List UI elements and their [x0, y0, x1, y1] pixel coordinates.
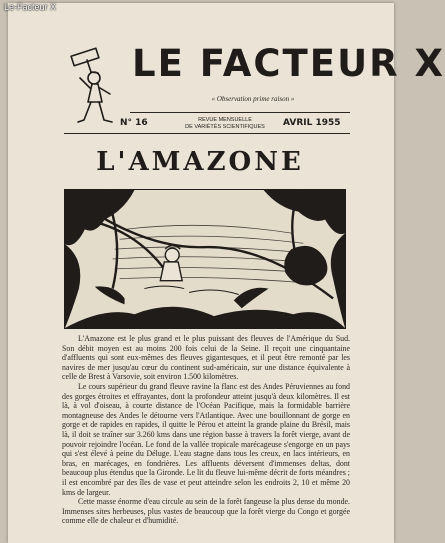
masthead-subtitle — [175, 117, 275, 130]
subtitle-line1: REVUE MENSUELLE — [198, 117, 252, 123]
article-body — [62, 334, 350, 543]
issue-date: AVRIL 1955 — [283, 118, 341, 128]
masthead-title: LE FACTEUR X — [132, 42, 445, 85]
article-title: L'AMAZONE — [96, 147, 304, 177]
mascot-illustration — [58, 48, 128, 132]
amazon-illustration — [64, 189, 346, 329]
masthead-rule-top — [130, 112, 350, 113]
article-paragraph-3: Cette masse énorme d'eau circule au sein de la forêt fangeuse la plus dense du monde. Immenses sites herbeuses, plus vastes de beaucoup que la forêt vierge du Congo et gorgée comme elle de chaleur et d'humidité. — [62, 497, 350, 526]
subtitle-line2: DE VARIÉTÉS SCIENTIFIQUES — [185, 123, 265, 130]
article-paragraph-1: L'Amazone est le plus grand et le plus puissant des fleuves de l'Amérique du Sud. Son débit moyen est au moins 200 fois celui de la Seine. Il reçoit une cinquantaine d'affluents qui sont eux-mêmes des fleuves gigantesques, et il peut être remonté par les navires de mer jusqu'au cœur du continent sud-américain, sur une distance équivalente à celle de Brest à Varsovie, soit environ 1.500 kilomètres. — [62, 334, 350, 382]
masthead-motto: « Observation prime raison » — [211, 95, 295, 103]
masthead-rule-bottom — [64, 133, 350, 134]
issue-number: N° 16 — [120, 118, 148, 128]
jungle-scene-image — [65, 190, 345, 328]
overlay-label: Le-Facteur X — [4, 2, 57, 12]
article-paragraph-2: Le cours supérieur du grand fleuve ravine la flanc est des Andes Péruviennes au fond des gorges étroites et effrayantes, dont la profondeur atteint jusqu'à deux kilomètres. Il est là, à vol d'oiseau, à courte distance de l'Océan Pacifique, mais la formidable barrière montagneuse des Andes le détourne vers l'Atlantique. Avec une bouillonnant de gorge en gorge et de rapides en rapides, il quitte le Pérou et atteint la grande plaine du Brésil, mais là, il doit se traîner sur 3.260 kms dans une région basse à travers la forêt vierge, avant de pouvoir rejoindre l'océan. Le fond de la vallée tropicale marécageuse s'engorge en un pays qui s'est élevé à peine du Déluge. L'eau stagne dans tous les creux, en lacs intérieurs, en bras, en marécages, en fondrières. Les affluents déversent d'immenses deltas, dont beaucoup plus étendus que la Gironde. Le lit du fleuve lui-même décrit de forts méandres ; il est encombré par des îles de vase et peut atteindre selon les endroits 2, 10 et même 20 kms de largeur. — [62, 381, 350, 497]
